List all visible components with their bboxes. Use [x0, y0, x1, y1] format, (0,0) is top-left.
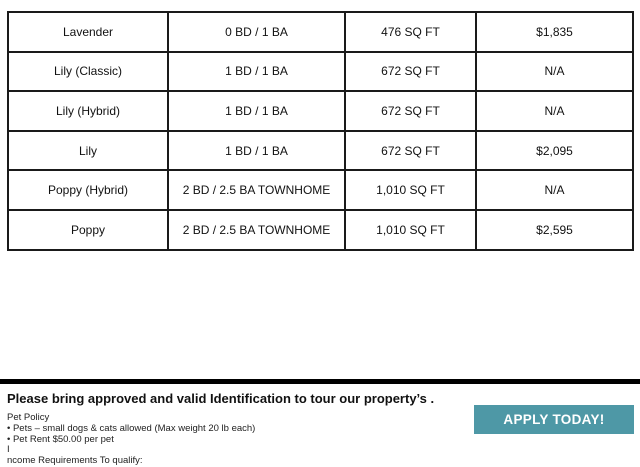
price-cell: N/A	[476, 52, 633, 92]
price-cell: $2,595	[476, 210, 633, 250]
pet-policy-line: I	[7, 444, 10, 456]
table-row	[8, 91, 633, 131]
plan-name-cell: Lily (Classic)	[8, 52, 168, 92]
table-row	[8, 131, 633, 171]
apply-today-button[interactable]: APPLY TODAY!	[474, 405, 634, 434]
beds-baths-cell: 1 BD / 1 BA	[168, 52, 345, 92]
identification-notice: Please bring approved and valid Identification to tour our property’s .	[7, 391, 435, 406]
price-cell: N/A	[476, 91, 633, 131]
table-row	[8, 210, 633, 250]
table-row	[8, 52, 633, 92]
plan-name-cell: Poppy (Hybrid)	[8, 170, 168, 210]
sqft-cell: 672 SQ FT	[345, 91, 476, 131]
pet-policy-line: • Pets – small dogs & cats allowed (Max weight 20 lb each)	[7, 422, 256, 434]
pet-policy-line: • Pet Rent $50.00 per pet	[7, 433, 114, 445]
plan-name-cell: Poppy	[8, 210, 168, 250]
beds-baths-cell: 0 BD / 1 BA	[168, 12, 345, 52]
pet-policy-title: Pet Policy	[7, 412, 50, 423]
floor-plans-table	[7, 11, 634, 251]
plan-name-cell: Lily (Hybrid)	[8, 91, 168, 131]
sqft-cell: 1,010 SQ FT	[345, 210, 476, 250]
income-requirements-line: ncome Requirements To qualify:	[7, 455, 143, 467]
sqft-cell: 476 SQ FT	[345, 12, 476, 52]
table-row	[8, 12, 633, 52]
plan-name-cell: Lavender	[8, 12, 168, 52]
beds-baths-cell: 2 BD / 2.5 BA TOWNHOME	[168, 210, 345, 250]
beds-baths-cell: 1 BD / 1 BA	[168, 131, 345, 171]
price-cell: $1,835	[476, 12, 633, 52]
table-row	[8, 170, 633, 210]
section-divider	[0, 379, 640, 384]
pet-policy	[7, 413, 457, 467]
beds-baths-cell: 1 BD / 1 BA	[168, 91, 345, 131]
price-cell: N/A	[476, 170, 633, 210]
price-cell: $2,095	[476, 131, 633, 171]
plan-name-cell: Lily	[8, 131, 168, 171]
beds-baths-cell: 2 BD / 2.5 BA TOWNHOME	[168, 170, 345, 210]
sqft-cell: 672 SQ FT	[345, 52, 476, 92]
sqft-cell: 1,010 SQ FT	[345, 170, 476, 210]
sqft-cell: 672 SQ FT	[345, 131, 476, 171]
